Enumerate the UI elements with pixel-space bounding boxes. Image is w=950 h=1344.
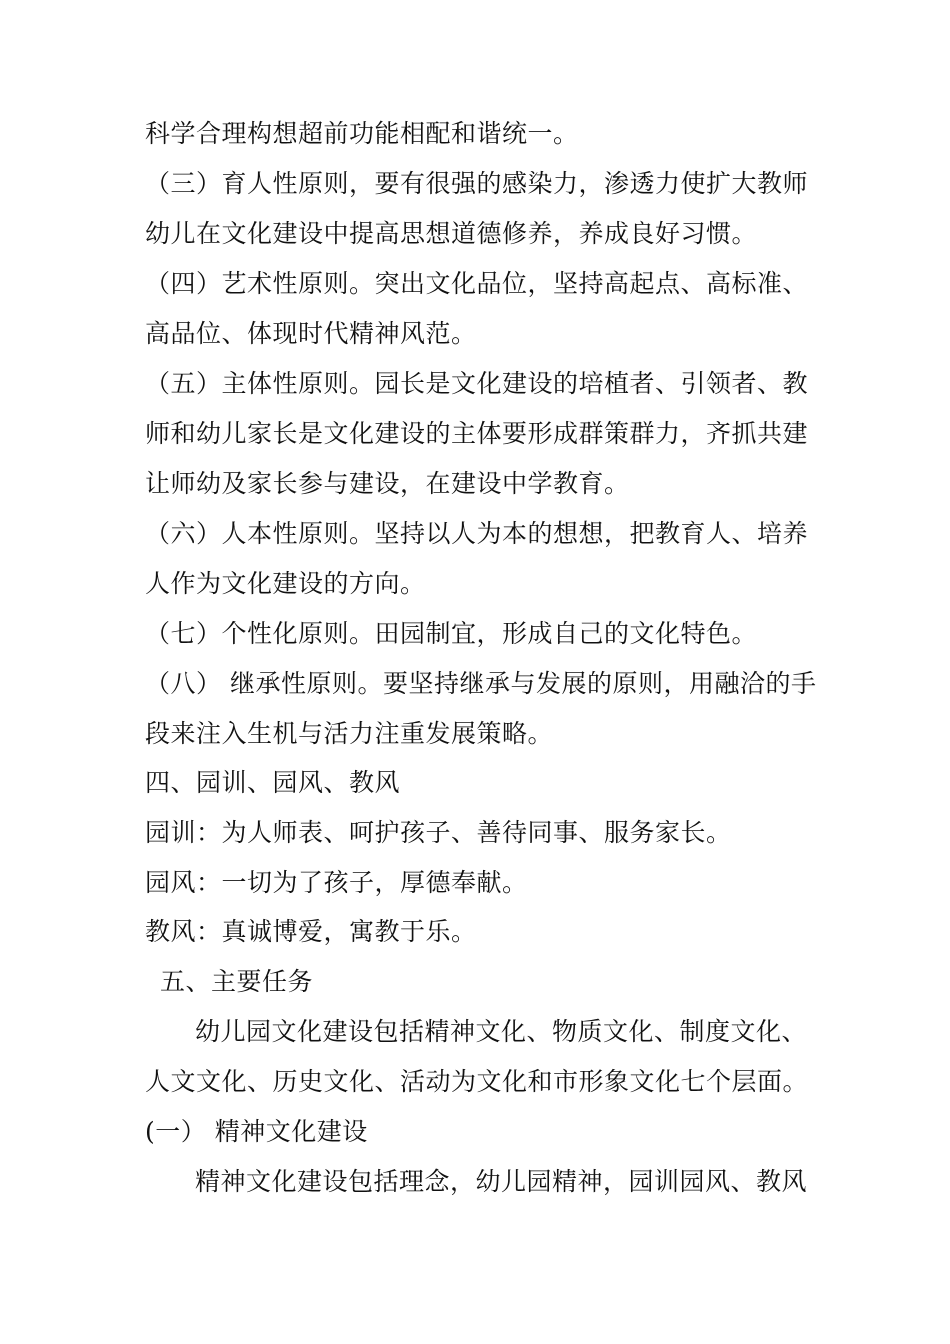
text-line-2: （三）育人性原则，要有很强的感染力，渗透力使扩大教师 bbox=[145, 169, 809, 198]
text-line-13: 段来注入生机与活力注重发展策略。 bbox=[145, 719, 554, 748]
text-line-5: 高品位、体现时代精神风范。 bbox=[145, 319, 477, 348]
text-line-10: 人作为文化建设的方向。 bbox=[145, 569, 426, 598]
text-line-teaching-style: 教风：真诚博爱，寓教于乐。 bbox=[145, 917, 477, 946]
text-line-9: （六）人本性原则。坚持以人为本的想想，把教育人、培养 bbox=[145, 519, 809, 548]
text-line-7: 师和幼儿家长是文化建设的主体要形成群策群力，齐抓共建 bbox=[145, 419, 809, 448]
text-line-4: （四）艺术性原则。突出文化品位，坚持高起点、高标准、 bbox=[145, 269, 809, 298]
text-line-12: （八） 继承性原则。要坚持继承与发展的原则，用融洽的手 bbox=[145, 669, 817, 698]
text-line-3: 幼儿在文化建设中提高思想道德修养，养成良好习惯。 bbox=[145, 219, 758, 248]
text-line-para-3: 精神文化建设包括理念，幼儿园精神，园训园风、教风 bbox=[195, 1167, 808, 1196]
text-line-style: 园风：一切为了孩子，厚德奉献。 bbox=[145, 868, 528, 897]
section-heading-4: 四、园训、园风、教风 bbox=[145, 768, 401, 797]
text-line-6: （五）主体性原则。园长是文化建设的培植者、引领者、教 bbox=[145, 369, 809, 398]
subsection-heading-1: (一） 精神文化建设 bbox=[145, 1117, 368, 1146]
text-line-11: （七）个性化原则。田园制宜，形成自己的文化特色。 bbox=[145, 619, 758, 648]
text-line-para-1: 幼儿园文化建设包括精神文化、物质文化、制度文化、 bbox=[195, 1017, 808, 1046]
section-heading-5: 五、主要任务 bbox=[160, 967, 314, 996]
text-line-motto: 园训：为人师表、呵护孩子、善待同事、服务家长。 bbox=[145, 818, 732, 847]
text-line-para-2: 人文文化、历史文化、活动为文化和市形象文化七个层面。 bbox=[145, 1067, 809, 1096]
text-line-8: 让师幼及家长参与建设，在建设中学教育。 bbox=[145, 469, 630, 498]
text-line-1: 科学合理构想超前功能相配和谐统一。 bbox=[145, 119, 579, 148]
